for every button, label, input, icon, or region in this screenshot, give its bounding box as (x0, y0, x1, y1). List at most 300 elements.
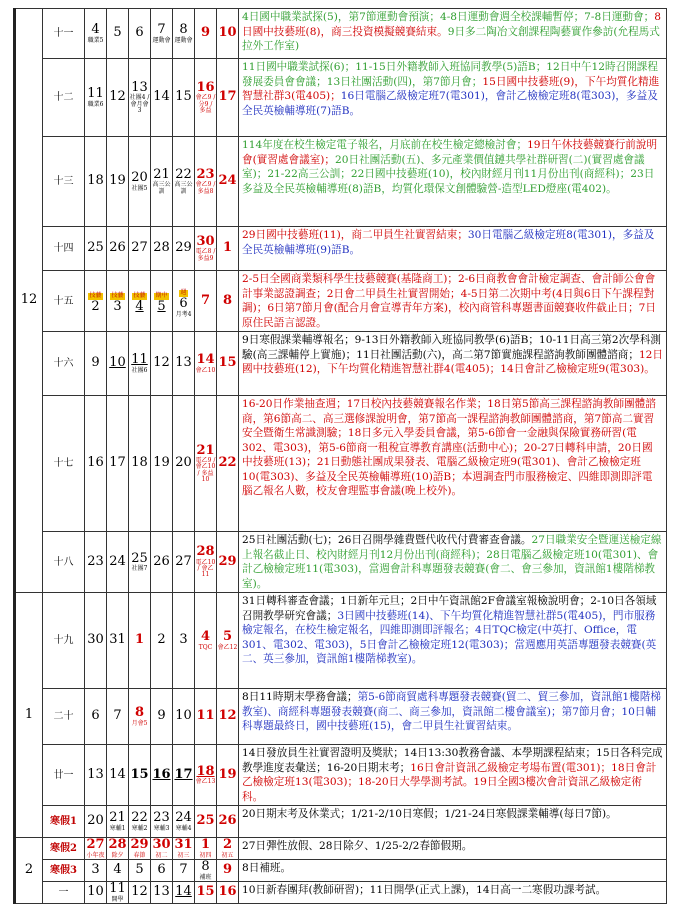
week-label: 廿一 (43, 745, 85, 806)
day-number: 30 (196, 234, 215, 250)
day-number: 26 (153, 553, 170, 569)
week-label: 寒假2 (43, 838, 85, 860)
day-number: 12 (218, 708, 237, 724)
day-cell (151, 593, 173, 689)
day-number: 25 (196, 813, 215, 829)
day-cell (85, 593, 107, 689)
day-number: 19 (109, 173, 126, 189)
day-note: 寒輔1 (109, 824, 126, 832)
day-cell (129, 593, 151, 689)
day-cell (217, 137, 239, 227)
day-note: 高三公訓 (152, 181, 171, 195)
day-cell (151, 806, 173, 838)
event-text: 3日國中技藝班(14)、下午均質化精進智慧社群5(電405)，門市服務檢定報名，在校生檢定報名，四維即測即評報名；4日TQC檢定(中英打、Office，電301、電302、電303)，5日會計乙檢檢定班12(電303)；當週應用英語專題發表競賽(英二、英三參加，資訊館1樓階梯教室)。 (242, 609, 657, 665)
week-row (15, 271, 667, 332)
day-number: 21 (153, 167, 170, 183)
week-row (15, 860, 667, 882)
day-cell (173, 532, 195, 593)
day-cell (173, 137, 195, 227)
day-cell (129, 860, 151, 882)
day-number: 9 (91, 355, 100, 371)
day-note: 寒輔2 (131, 824, 148, 832)
week-label: 一 (43, 882, 85, 904)
day-number: 15 (196, 884, 215, 900)
event-text: 20日期末考及休業式；1/21-2/10日寒假；1/21-24日寒假課業輔導(每日7節)。 (242, 808, 617, 820)
month-label: 1 (15, 593, 43, 838)
day-number: 29 (218, 553, 237, 569)
day-cell (195, 745, 217, 806)
week-label: 寒假1 (43, 806, 85, 838)
school-calendar-sheet (13, 8, 667, 903)
day-cell (151, 838, 173, 860)
day-number: 9 (200, 25, 211, 41)
day-number: 1 (222, 240, 233, 256)
event-text: 9日寒假課業輔導報名；9-13日外籍教師入班協同教學(6)語B；10-11日高三第2次學科測驗(高三課輔停上實施)；11日社團活動(六)，高二第7節實施課程諮詢教師團體諮商； (242, 334, 662, 361)
day-note: 會乙9 / 多益8 (195, 181, 216, 195)
day-number: 4 (113, 862, 122, 878)
day-note: 高三公訓 (174, 181, 193, 195)
day-note: TQC (198, 643, 213, 651)
day-number: 30 (152, 837, 171, 853)
week-events (239, 689, 667, 745)
day-note: 運動會 (152, 36, 171, 44)
day-cell (85, 745, 107, 806)
day-note: 職業6 (87, 100, 104, 108)
day-number: 5 (135, 862, 144, 878)
event-text: 25日社團活動(七)；26日召開學雜費暨代收代付費審查會議。 (242, 534, 532, 546)
day-cell (151, 882, 173, 904)
day-number: 19 (153, 455, 170, 471)
day-cell (195, 271, 217, 332)
week-events (239, 59, 667, 137)
day-number: 23 (153, 810, 170, 826)
day-number: 2 (157, 632, 166, 648)
day-number: 11 (131, 352, 148, 368)
day-cell (107, 806, 129, 838)
week-row (15, 396, 667, 532)
event-text: 27日彈性放假、28日除夕、1/25-2/2春節假期。 (242, 840, 473, 852)
day-cell (173, 745, 195, 806)
day-number: 23 (196, 167, 215, 183)
day-number: 29 (175, 240, 192, 256)
day-cell (107, 838, 129, 860)
day-number: 17 (218, 89, 237, 105)
day-number: 13 (175, 355, 192, 371)
day-tag: 技藝 (111, 292, 124, 300)
event-text: 31日轉科審查會議；1日新年元旦；2日中午資訊館2F會議室報檢說明會；2-10日各領域召開教學研究會議； (242, 595, 657, 622)
day-cell (195, 882, 217, 904)
day-cell (217, 271, 239, 332)
day-cell (217, 59, 239, 137)
day-cell (129, 532, 151, 593)
day-number: 6 (91, 708, 100, 724)
day-number: 6 (157, 862, 166, 878)
day-cell (129, 745, 151, 806)
day-cell (107, 271, 129, 332)
day-cell (173, 227, 195, 271)
week-row (15, 227, 667, 271)
day-number: 7 (157, 22, 166, 38)
day-cell (217, 332, 239, 396)
month-label: 12 (15, 9, 43, 593)
day-number: 21 (109, 810, 126, 826)
week-events (239, 532, 667, 593)
day-number: 14 (153, 89, 170, 105)
day-cell (85, 838, 107, 860)
day-cell (85, 9, 107, 59)
day-cell (85, 882, 107, 904)
day-cell (173, 9, 195, 59)
day-tag: 期中 (155, 292, 168, 300)
day-cell (107, 860, 129, 882)
day-number: 16 (152, 766, 171, 782)
day-number: 4 (135, 299, 144, 315)
day-number: 26 (218, 813, 237, 829)
day-number: 10 (87, 884, 104, 900)
week-events (239, 137, 667, 227)
day-number: 3 (179, 632, 188, 648)
event-text: 14日發放員生社實習證明及獎狀；14日13:30教務會議、本學期課程結束；15日各科完成教學進度表彙送；16-20日期末考； (242, 747, 663, 774)
day-note: 電乙8 / 多益9 (195, 248, 216, 262)
day-number: 4 (200, 629, 211, 645)
day-cell (173, 806, 195, 838)
event-text: 12日國中技藝班(12)，下午均質化精進智慧社群4(電405)；14日會計乙檢檢定班9(電303)。 (242, 348, 664, 375)
week-events (239, 882, 667, 904)
day-cell (151, 689, 173, 745)
day-cell (217, 396, 239, 532)
day-number: 1 (200, 837, 211, 853)
event-text: 10日新春團拜(教師研習)；11日開學(正式上課)，14日高一二寒假功課考試。 (242, 884, 607, 896)
day-cell (173, 271, 195, 332)
week-events (239, 838, 667, 860)
day-cell (173, 882, 195, 904)
day-cell (195, 59, 217, 137)
day-cell (129, 227, 151, 271)
day-number: 28 (108, 837, 127, 853)
day-number: 9 (222, 862, 233, 878)
day-note: 除夕 (111, 851, 124, 859)
day-cell (85, 227, 107, 271)
day-number: 26 (109, 240, 126, 256)
day-cell (85, 271, 107, 332)
week-row (15, 59, 667, 137)
day-tag: 技藝 (89, 292, 102, 300)
day-number: 15 (175, 89, 192, 105)
day-note: 會乙10 (195, 366, 216, 374)
day-cell (217, 838, 239, 860)
day-number: 11 (109, 881, 126, 897)
day-number: 6 (135, 25, 144, 41)
day-number: 22 (218, 455, 237, 471)
day-cell (217, 9, 239, 59)
day-cell (195, 689, 217, 745)
day-number: 13 (153, 884, 170, 900)
week-row (15, 137, 667, 227)
day-number: 12 (131, 884, 148, 900)
day-number: 25 (87, 240, 104, 256)
day-cell (85, 396, 107, 532)
week-row (15, 689, 667, 745)
day-tag: 週 (180, 289, 187, 297)
day-number: 7 (200, 292, 211, 308)
day-note: 會乙12 (217, 643, 238, 651)
day-cell (195, 860, 217, 882)
day-cell (107, 882, 129, 904)
week-label: 十二 (43, 59, 85, 137)
day-number: 25 (131, 550, 148, 566)
day-number: 7 (179, 862, 188, 878)
week-label: 十四 (43, 227, 85, 271)
day-cell (217, 227, 239, 271)
day-cell (85, 59, 107, 137)
week-label: 十五 (43, 271, 85, 332)
day-cell (129, 271, 151, 332)
event-text: 16日電腦乙級檢定班7(電301)，會計乙檢檢定班8(電303)，多益及全民英檢輔導班(7)語B。 (242, 90, 658, 117)
day-note: 初三 (177, 851, 190, 859)
day-number: 17 (174, 766, 193, 782)
day-cell (85, 806, 107, 838)
day-cell (195, 9, 217, 59)
event-text: 20日社團活動(五)、多元產業價值鏈共學社群研習(二)(實習處會議室)；21-22高三公訓； (242, 153, 645, 180)
day-cell (217, 806, 239, 838)
day-number: 17 (109, 455, 126, 471)
calendar-table (13, 8, 667, 904)
day-note: 會乙9 / 分9 / 多益 (195, 94, 216, 114)
week-row (15, 882, 667, 904)
week-label: 十九 (43, 593, 85, 689)
day-cell (217, 593, 239, 689)
week-events (239, 332, 667, 396)
day-cell (85, 689, 107, 745)
day-number: 22 (175, 167, 192, 183)
day-number: 18 (196, 763, 215, 779)
week-label: 十三 (43, 137, 85, 227)
day-cell (129, 689, 151, 745)
day-number: 14 (175, 884, 192, 900)
day-cell (195, 838, 217, 860)
day-cell (107, 689, 129, 745)
day-cell (151, 745, 173, 806)
day-note: 開學 (111, 895, 124, 903)
day-number: 10 (175, 708, 192, 724)
day-cell (129, 137, 151, 227)
day-cell (195, 806, 217, 838)
day-cell (217, 532, 239, 593)
day-note: 寒輔3 (153, 824, 170, 832)
week-row (15, 745, 667, 806)
event-text: 8日11時期末學務會議； (242, 691, 358, 703)
week-label: 十七 (43, 396, 85, 532)
day-note: 社團6 (131, 366, 148, 374)
event-text: 22日國中技藝班(10)，校內財經月刊11月份出刊(商經科)；23日多益及全民英檢輔導班(8)語B，均質化環保文創體驗營-造型LED燈座(電402)。 (242, 168, 655, 195)
day-number: 13 (87, 766, 104, 782)
day-cell (151, 9, 173, 59)
day-cell (195, 396, 217, 532)
day-cell (151, 137, 173, 227)
event-text: 15日國中技藝班(9)，下午均質化精進智慧社群3(電405)； (242, 75, 660, 102)
day-cell (151, 227, 173, 271)
week-label: 寒假3 (43, 860, 85, 882)
day-number: 28 (153, 240, 170, 256)
day-number: 20 (87, 813, 104, 829)
day-cell (195, 593, 217, 689)
day-number: 6 (179, 296, 188, 312)
day-number: 8 (179, 22, 188, 38)
week-label: 十六 (43, 332, 85, 396)
day-number: 4 (91, 22, 100, 38)
day-number: 11 (196, 708, 215, 724)
day-cell (173, 332, 195, 396)
week-events (239, 227, 667, 271)
day-note: 初五 (221, 851, 234, 859)
day-cell (107, 532, 129, 593)
day-cell (151, 532, 173, 593)
day-cell (85, 137, 107, 227)
day-cell (151, 860, 173, 882)
day-number: 12 (109, 89, 126, 105)
day-note: 月會5 (131, 719, 148, 727)
day-number: 22 (131, 810, 148, 826)
week-events (239, 271, 667, 332)
event-text: 8日國中技藝班(8)，商三投資模擬競賽結束。 (242, 11, 661, 38)
event-text: 8日補班。 (242, 862, 292, 874)
week-row (15, 532, 667, 593)
day-cell (173, 860, 195, 882)
day-cell (151, 59, 173, 137)
day-number: 23 (87, 553, 104, 569)
week-events (239, 593, 667, 689)
week-events (239, 745, 667, 806)
day-number: 29 (130, 837, 149, 853)
day-cell (173, 396, 195, 532)
day-number: 10 (218, 25, 237, 41)
day-note: 運動會 (174, 36, 193, 44)
day-number: 5 (157, 299, 166, 315)
day-cell (107, 59, 129, 137)
day-cell (173, 689, 195, 745)
day-cell (107, 9, 129, 59)
day-tag: 技藝 (133, 292, 146, 300)
day-cell (151, 332, 173, 396)
day-cell (151, 271, 173, 332)
day-note: 初四 (199, 851, 212, 859)
week-row (15, 593, 667, 689)
day-number: 7 (113, 708, 122, 724)
day-cell (129, 396, 151, 532)
event-text: 30日電腦乙級檢定班8(電301)，多益及全民英檢輔導班(9)語B。 (242, 229, 655, 256)
day-note: 春節 (133, 851, 146, 859)
day-number: 27 (131, 240, 148, 256)
day-cell (85, 332, 107, 396)
day-cell (151, 396, 173, 532)
day-number: 9 (157, 708, 166, 724)
day-note: 初二 (155, 851, 168, 859)
day-number: 2 (91, 299, 100, 315)
day-number: 18 (87, 173, 104, 189)
week-events (239, 396, 667, 532)
event-text: 16-20日作業抽查週；17日校內技藝競賽報名作業；18日第5節高三課程諮詢教師團體諮商，第6節高二、高三選修課說明會，第7節高一課程諮詢教師團體諮商，第7節高二實習安全暨衛生常識測驗；18日多元入學委員會議，第5-6節會一金融與保險實務研習(電302、電303)，第5-6節商一租稅宣導教育講座(活動中心)；20-27日轉科申請，20日國中技藝班(13)；21日動態社團成果發表、電腦乙級檢定班9(電301)、會計乙檢檢定班10(電303)、多益及全民英檢輔導班(10)語B；本週調查門市服務檢定、四維即測即評電腦乙報名人數，校友會理監事會議(晚上校外)。 (242, 398, 656, 497)
event-text: 29日國中技藝班(11)，商二甲員生社實習結束； (242, 229, 468, 241)
day-number: 14 (196, 352, 215, 368)
day-number: 15 (130, 766, 149, 782)
day-number: 31 (109, 632, 126, 648)
day-number: 18 (131, 455, 148, 471)
day-number: 16 (196, 79, 215, 95)
day-note: 電乙9 / 會乙10 / 多益10 (195, 457, 216, 483)
day-number: 3 (113, 299, 122, 315)
day-number: 30 (87, 632, 104, 648)
month-label: 2 (15, 838, 43, 904)
day-cell (217, 745, 239, 806)
week-row (15, 806, 667, 838)
day-number: 20 (175, 455, 192, 471)
day-number: 3 (91, 862, 100, 878)
day-cell (107, 745, 129, 806)
day-cell (85, 860, 107, 882)
day-number: 8 (134, 705, 145, 721)
day-number: 27 (86, 837, 105, 853)
day-note: 社團7 (131, 565, 148, 572)
week-events (239, 860, 667, 882)
day-cell (107, 137, 129, 227)
day-cell (173, 838, 195, 860)
day-note: 月考4 (175, 310, 192, 318)
day-number: 19 (218, 766, 237, 782)
day-number: 5 (222, 629, 233, 645)
day-number: 15 (218, 355, 237, 371)
week-row (15, 9, 667, 59)
day-number: 28 (196, 544, 215, 560)
day-cell (129, 882, 151, 904)
event-text: 19日午休技藝競賽行前說明會(實習處會議室)； (242, 139, 658, 166)
day-cell (129, 806, 151, 838)
day-number: 5 (113, 25, 122, 41)
day-note: 電乙10 / 會乙11 (195, 558, 216, 579)
day-cell (107, 593, 129, 689)
event-text: 27日職業安全暨運送檢定線上報名截止日、校內財經月刊12月份出刊(商經科)；28日電腦乙級檢定班10(電301)、會計乙檢檢定班11(電303)，當週會計科專題發表競賽(會二、會三參加，資訊館1樓階梯教室)。 (242, 534, 662, 590)
event-text: 4日國中職業試探(5)，第7節運動會預演；4-8日運動會週全校課輔暫停；7-8日運動會； (242, 11, 655, 23)
day-cell (129, 332, 151, 396)
day-number: 24 (175, 810, 192, 826)
day-cell (173, 593, 195, 689)
event-text: 114年度在校生檢定電子報名，月底前在校生檢定總檢討會； (242, 139, 528, 151)
day-cell (129, 9, 151, 59)
day-cell (195, 332, 217, 396)
day-number: 2 (222, 837, 233, 853)
week-events (239, 806, 667, 838)
week-label: 十八 (43, 532, 85, 593)
day-number: 8 (201, 859, 210, 875)
day-cell (195, 227, 217, 271)
day-number: 10 (109, 355, 126, 371)
day-number: 24 (109, 553, 126, 569)
event-text: 第5-6節商貿處科專題發表競賽(貿二、貿三參加，資訊館1樓階梯教室)、商經科專題發表競賽(商二、商三參加，資訊館二樓會議室)；第7節月會；10日輔科專題最終日，國中技藝班(15)，會二甲員生社實習結束。 (242, 691, 661, 732)
day-cell (129, 59, 151, 137)
day-number: 8 (222, 292, 233, 308)
day-number: 24 (218, 173, 237, 189)
day-cell (217, 689, 239, 745)
week-label: 二十 (43, 689, 85, 745)
day-cell (195, 532, 217, 593)
day-note: 小年夜 (86, 851, 105, 859)
day-cell (107, 227, 129, 271)
day-cell (173, 59, 195, 137)
week-label: 十一 (43, 9, 85, 59)
day-note: 社團5 (131, 184, 148, 192)
day-number: 1 (134, 632, 145, 648)
day-cell (217, 882, 239, 904)
day-number: 21 (196, 442, 215, 458)
